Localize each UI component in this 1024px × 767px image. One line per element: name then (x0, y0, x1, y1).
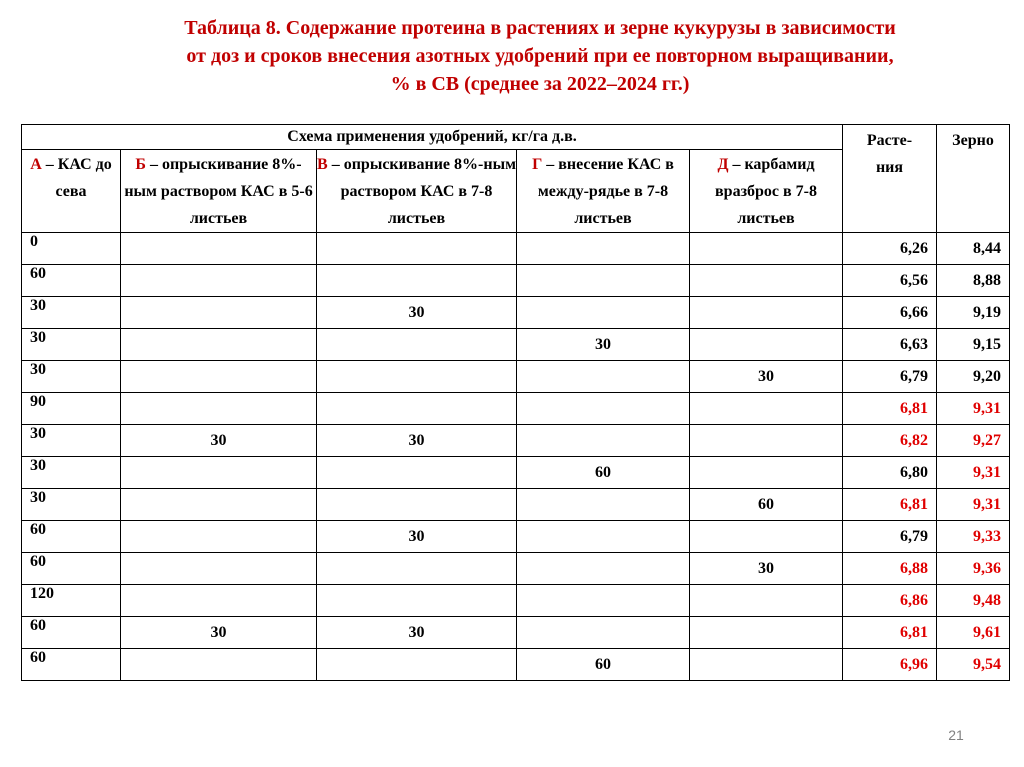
plants-header-line-1: Расте- (866, 132, 913, 149)
table-row (22, 393, 1010, 425)
cell-plants-protein: 6,81 (843, 617, 937, 649)
cell-spray-7-8-leaves (317, 553, 517, 585)
cell-kas-interrow (517, 489, 690, 521)
header-row-1 (22, 125, 1010, 150)
cell-spray-5-6-leaves (121, 297, 317, 329)
column-header-v (317, 150, 517, 233)
cell-spray-5-6-leaves (121, 489, 317, 521)
cell-spray-7-8-leaves (317, 457, 517, 489)
cell-spray-7-8-leaves: 30 (317, 521, 517, 553)
title-line-1: Таблица 8. Содержание протеина в растениях и зерне кукурузы в зависимости (184, 17, 896, 39)
cell-spray-7-8-leaves (317, 361, 517, 393)
cell-spray-5-6-leaves (121, 265, 317, 297)
cell-spray-5-6-leaves: 30 (121, 425, 317, 457)
column-text: – КАС до сева (41, 156, 112, 200)
grain-header: Зерно (937, 125, 1010, 233)
table-row (22, 585, 1010, 617)
cell-plants-protein: 6,79 (843, 521, 937, 553)
column-header-b (121, 150, 317, 233)
cell-urea-broadcast (690, 521, 843, 553)
cell-urea-broadcast (690, 457, 843, 489)
column-letter: Б (135, 156, 146, 173)
cell-urea-broadcast (690, 617, 843, 649)
table-row (22, 233, 1010, 265)
cell-plants-protein: 6,86 (843, 585, 937, 617)
cell-kas-interrow (517, 553, 690, 585)
cell-plants-protein: 6,56 (843, 265, 937, 297)
cell-kas-before-sowing: 30 (22, 297, 121, 329)
cell-urea-broadcast (690, 649, 843, 681)
cell-spray-7-8-leaves: 30 (317, 425, 517, 457)
cell-plants-protein: 6,82 (843, 425, 937, 457)
cell-kas-interrow (517, 361, 690, 393)
cell-grain-protein: 9,20 (937, 361, 1010, 393)
cell-urea-broadcast (690, 393, 843, 425)
cell-kas-before-sowing: 0 (22, 233, 121, 265)
cell-kas-before-sowing: 30 (22, 489, 121, 521)
cell-kas-interrow (517, 393, 690, 425)
column-letter: Д (717, 156, 729, 173)
cell-plants-protein: 6,81 (843, 393, 937, 425)
cell-spray-5-6-leaves (121, 361, 317, 393)
cell-grain-protein: 8,88 (937, 265, 1010, 297)
column-header-g (517, 150, 690, 233)
cell-urea-broadcast (690, 297, 843, 329)
cell-spray-7-8-leaves (317, 233, 517, 265)
cell-kas-interrow (517, 297, 690, 329)
cell-kas-before-sowing: 30 (22, 361, 121, 393)
cell-kas-interrow (517, 617, 690, 649)
cell-spray-5-6-leaves (121, 233, 317, 265)
cell-grain-protein: 9,27 (937, 425, 1010, 457)
cell-urea-broadcast (690, 233, 843, 265)
column-text: – карбамид вразброс в 7-8 листьев (715, 156, 817, 227)
cell-spray-5-6-leaves (121, 457, 317, 489)
cell-spray-5-6-leaves (121, 585, 317, 617)
cell-spray-7-8-leaves (317, 585, 517, 617)
cell-spray-7-8-leaves: 30 (317, 617, 517, 649)
cell-kas-interrow (517, 585, 690, 617)
table-row (22, 649, 1010, 681)
page-number: 21 (948, 727, 964, 743)
column-header-d (690, 150, 843, 233)
cell-spray-5-6-leaves: 30 (121, 617, 317, 649)
cell-kas-interrow: 60 (517, 457, 690, 489)
cell-kas-before-sowing: 30 (22, 457, 121, 489)
column-text: – опрыскивание 8%-ным раствором КАС в 7-8 листьев (327, 156, 516, 227)
cell-plants-protein: 6,80 (843, 457, 937, 489)
table-row (22, 265, 1010, 297)
plants-header (843, 125, 937, 233)
cell-grain-protein: 9,31 (937, 489, 1010, 521)
protein-table (21, 124, 1010, 681)
column-header-a (22, 150, 121, 233)
cell-kas-before-sowing: 30 (22, 425, 121, 457)
cell-plants-protein: 6,81 (843, 489, 937, 521)
cell-urea-broadcast (690, 329, 843, 361)
cell-kas-before-sowing: 60 (22, 617, 121, 649)
cell-kas-before-sowing: 60 (22, 265, 121, 297)
cell-grain-protein: 9,33 (937, 521, 1010, 553)
table-row (22, 361, 1010, 393)
scheme-header: Схема применения удобрений, кг/га д.в. (22, 125, 843, 150)
cell-urea-broadcast (690, 265, 843, 297)
cell-urea-broadcast: 30 (690, 553, 843, 585)
cell-grain-protein: 8,44 (937, 233, 1010, 265)
table-row (22, 521, 1010, 553)
cell-kas-interrow (517, 233, 690, 265)
cell-kas-before-sowing: 30 (22, 329, 121, 361)
cell-grain-protein: 9,31 (937, 457, 1010, 489)
cell-kas-before-sowing: 90 (22, 393, 121, 425)
table-row (22, 457, 1010, 489)
cell-urea-broadcast: 30 (690, 361, 843, 393)
cell-kas-before-sowing: 120 (22, 585, 121, 617)
cell-plants-protein: 6,96 (843, 649, 937, 681)
cell-spray-5-6-leaves (121, 649, 317, 681)
cell-grain-protein: 9,31 (937, 393, 1010, 425)
cell-spray-7-8-leaves (317, 329, 517, 361)
cell-urea-broadcast (690, 425, 843, 457)
cell-urea-broadcast: 60 (690, 489, 843, 521)
cell-kas-interrow (517, 425, 690, 457)
table-row (22, 425, 1010, 457)
cell-grain-protein: 9,36 (937, 553, 1010, 585)
title-line-3: % в СВ (среднее за 2022–2024 гг.) (390, 73, 690, 95)
cell-plants-protein: 6,88 (843, 553, 937, 585)
cell-kas-interrow (517, 521, 690, 553)
slide-title (110, 14, 970, 98)
cell-grain-protein: 9,19 (937, 297, 1010, 329)
title-line-2: от доз и сроков внесения азотных удобрений при ее повторном выращивании, (186, 45, 894, 67)
cell-kas-interrow: 60 (517, 649, 690, 681)
cell-spray-5-6-leaves (121, 521, 317, 553)
column-letter: А (30, 156, 42, 173)
table-row (22, 489, 1010, 521)
cell-spray-5-6-leaves (121, 553, 317, 585)
plants-header-line-2: ния (875, 159, 904, 176)
column-text: – внесение КАС в между-рядье в 7-8 листьев (537, 156, 674, 227)
cell-urea-broadcast (690, 585, 843, 617)
column-letter: В (317, 156, 328, 173)
cell-kas-before-sowing: 60 (22, 649, 121, 681)
table-row (22, 617, 1010, 649)
cell-plants-protein: 6,66 (843, 297, 937, 329)
cell-kas-before-sowing: 60 (22, 553, 121, 585)
cell-spray-7-8-leaves (317, 393, 517, 425)
column-letter: Г (532, 156, 543, 173)
cell-kas-interrow (517, 265, 690, 297)
cell-grain-protein: 9,15 (937, 329, 1010, 361)
cell-kas-before-sowing: 60 (22, 521, 121, 553)
cell-kas-interrow: 30 (517, 329, 690, 361)
cell-plants-protein: 6,79 (843, 361, 937, 393)
table-row (22, 553, 1010, 585)
cell-spray-7-8-leaves (317, 649, 517, 681)
table-row (22, 329, 1010, 361)
cell-spray-7-8-leaves (317, 489, 517, 521)
cell-grain-protein: 9,54 (937, 649, 1010, 681)
cell-plants-protein: 6,63 (843, 329, 937, 361)
cell-spray-5-6-leaves (121, 329, 317, 361)
cell-grain-protein: 9,61 (937, 617, 1010, 649)
column-text: – опрыскивание 8%-ным раствором КАС в 5-6 листьев (124, 156, 313, 227)
cell-grain-protein: 9,48 (937, 585, 1010, 617)
cell-spray-7-8-leaves (317, 265, 517, 297)
cell-spray-5-6-leaves (121, 393, 317, 425)
table-row (22, 297, 1010, 329)
cell-spray-7-8-leaves: 30 (317, 297, 517, 329)
cell-plants-protein: 6,26 (843, 233, 937, 265)
